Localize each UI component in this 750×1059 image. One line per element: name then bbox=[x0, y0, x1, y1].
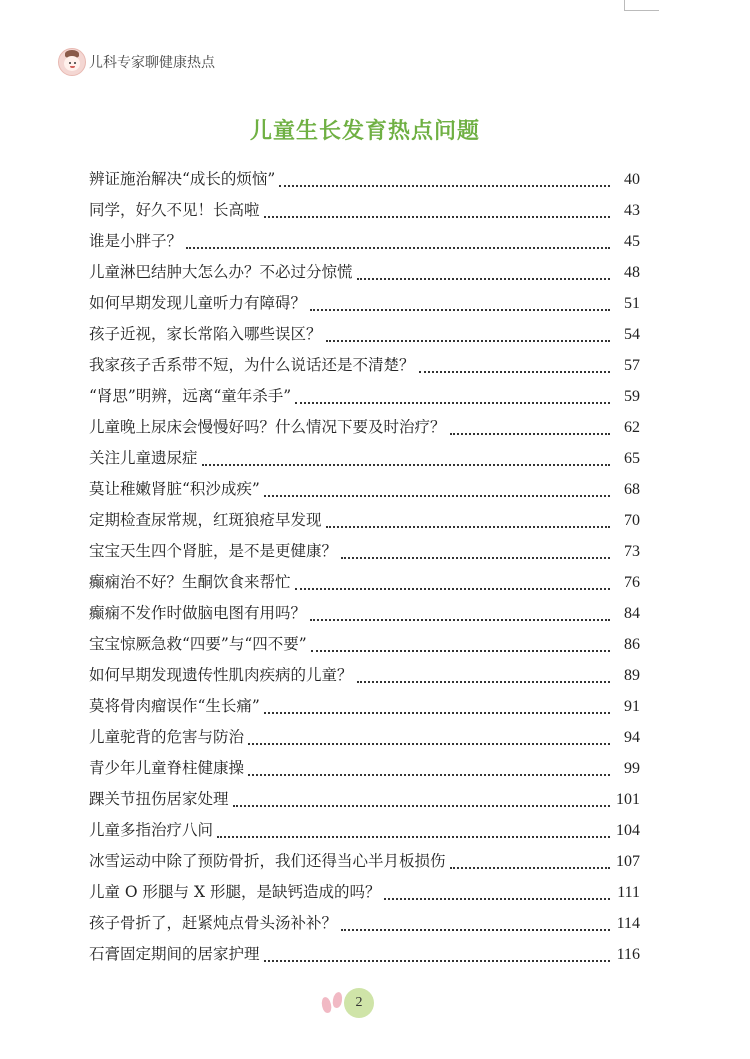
section-title: 儿童生长发育热点问题 bbox=[249, 119, 480, 144]
dot-leader bbox=[311, 648, 610, 652]
dot-leader bbox=[357, 679, 610, 683]
toc-entry bbox=[89, 691, 640, 722]
toc-entry-title: 莫让稚嫩肾脏“积沙成疾” bbox=[89, 480, 260, 498]
toc-entry-page: 104 bbox=[616, 822, 640, 839]
toc-entry-page: 68 bbox=[624, 481, 640, 498]
dot-leader bbox=[450, 865, 610, 869]
toc-entry bbox=[89, 195, 640, 226]
toc-entry-title: 孩子近视，家长常陷入哪些误区？ bbox=[89, 325, 322, 343]
toc-entry bbox=[89, 536, 640, 567]
dot-leader bbox=[384, 896, 610, 900]
toc-entry-title: “肾思”明辨，远离“童年杀手” bbox=[89, 387, 292, 405]
toc-entry-page: 45 bbox=[624, 233, 640, 250]
toc-entry-page: 59 bbox=[624, 388, 640, 405]
toc-entry bbox=[89, 257, 640, 288]
toc-entry-page: 114 bbox=[616, 915, 640, 932]
toc-entry-page: 101 bbox=[616, 791, 640, 808]
toc-entry-page: 73 bbox=[624, 543, 640, 560]
toc-entry-title: 癫痫不发作时做脑电图有用吗？ bbox=[89, 604, 307, 622]
toc-entry-title: 定期检查尿常规，红斑狼疮早发现 bbox=[89, 511, 322, 529]
toc-entry bbox=[89, 443, 640, 474]
dot-leader bbox=[326, 524, 610, 528]
toc-entry-title: 我家孩子舌系带不短，为什么说话还是不清楚？ bbox=[89, 356, 415, 374]
toc-entry bbox=[89, 381, 640, 412]
dot-leader bbox=[264, 214, 610, 218]
toc-entry-title: 石膏固定期间的居家护理 bbox=[89, 945, 260, 963]
dot-leader bbox=[357, 276, 610, 280]
toc-entry-page: 76 bbox=[624, 574, 640, 591]
dot-leader bbox=[341, 555, 610, 559]
dot-leader bbox=[233, 803, 610, 807]
toc-entry bbox=[89, 629, 640, 660]
toc-entry bbox=[89, 660, 640, 691]
toc-entry-page: 111 bbox=[617, 884, 640, 901]
toc-entry-title: 儿童淋巴结肿大怎么办？不必过分惊慌 bbox=[89, 263, 353, 281]
baby-face-logo-icon bbox=[58, 48, 86, 76]
dot-leader bbox=[186, 245, 610, 249]
toc-entry-title: 儿童 O 形腿与 X 形腿，是缺钙造成的吗？ bbox=[89, 883, 381, 901]
toc-entry bbox=[89, 474, 640, 505]
toc-entry-title: 儿童多指治疗八问 bbox=[89, 821, 214, 839]
toc-entry-title: 宝宝惊厥急救“四要”与“四不要” bbox=[89, 635, 307, 653]
dot-leader bbox=[450, 431, 610, 435]
toc-entry-title: 辨证施治解决“成长的烦恼” bbox=[89, 170, 276, 188]
dot-leader bbox=[248, 772, 610, 776]
baby-feet-icon bbox=[318, 988, 348, 1018]
crop-mark bbox=[624, 0, 659, 11]
toc-entry-title: 儿童晚上尿床会慢慢好吗？什么情况下要及时治疗？ bbox=[89, 418, 446, 436]
toc-entry bbox=[89, 288, 640, 319]
toc-entry bbox=[89, 784, 640, 815]
dot-leader bbox=[310, 307, 610, 311]
running-header bbox=[58, 48, 215, 76]
toc-entry-page: 89 bbox=[624, 667, 640, 684]
dot-leader bbox=[264, 710, 610, 714]
toc-entry-title: 踝关节扭伤居家处理 bbox=[89, 790, 229, 808]
toc-entry bbox=[89, 319, 640, 350]
toc-entry-page: 70 bbox=[624, 512, 640, 529]
toc-entry-page: 40 bbox=[624, 171, 640, 188]
toc-entry bbox=[89, 598, 640, 629]
toc-entry bbox=[89, 412, 640, 443]
toc-entry bbox=[89, 505, 640, 536]
toc-list bbox=[89, 164, 640, 970]
toc-entry-page: 43 bbox=[624, 202, 640, 219]
toc-entry bbox=[89, 815, 640, 846]
toc-entry-page: 91 bbox=[624, 698, 640, 715]
toc-entry-page: 54 bbox=[624, 326, 640, 343]
dot-leader bbox=[341, 927, 610, 931]
toc-entry bbox=[89, 846, 640, 877]
toc-entry-page: 116 bbox=[616, 946, 640, 963]
toc-entry-title: 同学，好久不见！长高啦 bbox=[89, 201, 260, 219]
toc-entry bbox=[89, 939, 640, 970]
toc-entry-title: 如何早期发现遗传性肌肉疾病的儿童？ bbox=[89, 666, 353, 684]
page-footer bbox=[318, 988, 374, 1018]
toc-entry-page: 62 bbox=[624, 419, 640, 436]
toc-entry-page: 94 bbox=[624, 729, 640, 746]
dot-leader bbox=[326, 338, 610, 342]
toc-entry bbox=[89, 567, 640, 598]
toc-entry-title: 孩子骨折了，赶紧炖点骨头汤补补？ bbox=[89, 914, 338, 932]
toc-entry-page: 99 bbox=[624, 760, 640, 777]
toc-entry-page: 65 bbox=[624, 450, 640, 467]
toc-entry-page: 84 bbox=[624, 605, 640, 622]
toc-entry-page: 57 bbox=[624, 357, 640, 374]
toc-entry-title: 关注儿童遗尿症 bbox=[89, 449, 198, 467]
toc-entry bbox=[89, 350, 640, 381]
dot-leader bbox=[419, 369, 610, 373]
toc-entry-title: 谁是小胖子？ bbox=[89, 232, 183, 250]
toc-entry bbox=[89, 877, 640, 908]
toc-entry-title: 冰雪运动中除了预防骨折，我们还得当心半月板损伤 bbox=[89, 852, 446, 870]
toc-entry-page: 86 bbox=[624, 636, 640, 653]
toc-entry bbox=[89, 226, 640, 257]
toc-entry-title: 儿童驼背的危害与防治 bbox=[89, 728, 245, 746]
toc-entry-title: 如何早期发现儿童听力有障碍？ bbox=[89, 294, 307, 312]
dot-leader bbox=[295, 400, 610, 404]
book-title: 儿科专家聊健康热点 bbox=[89, 55, 215, 71]
toc-entry-title: 宝宝天生四个肾脏，是不是更健康？ bbox=[89, 542, 338, 560]
dot-leader bbox=[295, 586, 610, 590]
dot-leader bbox=[202, 462, 610, 466]
dot-leader bbox=[217, 834, 610, 838]
dot-leader bbox=[264, 493, 610, 497]
toc-entry bbox=[89, 164, 640, 195]
dot-leader bbox=[248, 741, 610, 745]
dot-leader bbox=[279, 183, 610, 187]
toc-entry-page: 51 bbox=[624, 295, 640, 312]
dot-leader bbox=[310, 617, 610, 621]
toc-entry bbox=[89, 722, 640, 753]
toc-entry-page: 107 bbox=[616, 853, 640, 870]
toc-entry-title: 癫痫治不好？生酮饮食来帮忙 bbox=[89, 573, 291, 591]
toc-entry-page: 48 bbox=[624, 264, 640, 281]
dot-leader bbox=[264, 958, 610, 962]
toc-entry-title: 莫将骨肉瘤误作“生长痛” bbox=[89, 697, 260, 715]
toc-entry bbox=[89, 753, 640, 784]
toc-entry bbox=[89, 908, 640, 939]
toc-entry-title: 青少年儿童脊柱健康操 bbox=[89, 759, 245, 777]
page-number: 2 bbox=[344, 988, 374, 1018]
